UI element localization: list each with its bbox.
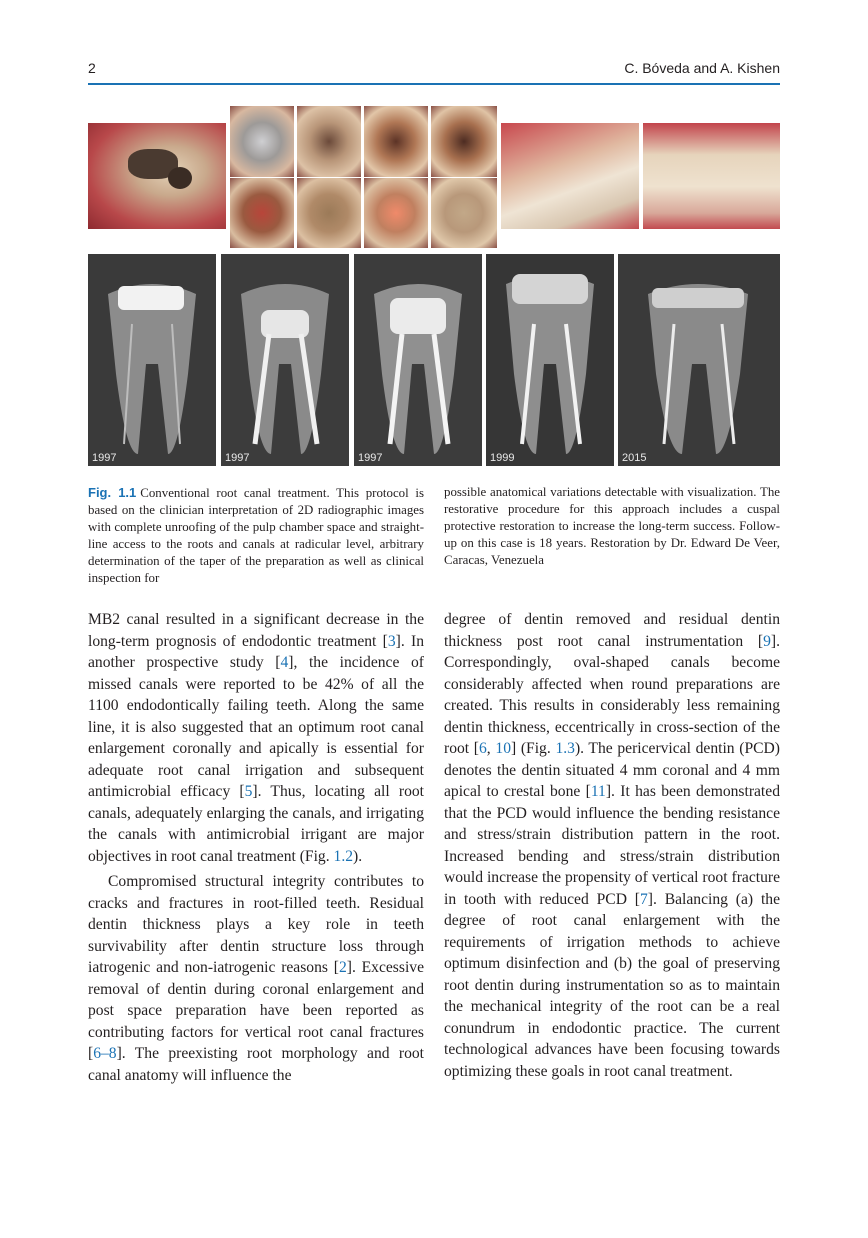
figure-caption-left xyxy=(88,484,424,588)
occlusal-photo-3 xyxy=(364,106,428,177)
citation-link[interactable]: 4 xyxy=(280,654,289,671)
radiograph-3 xyxy=(354,254,482,466)
citation-link[interactable]: 6–8 xyxy=(93,1045,117,1062)
occlusal-photo-8 xyxy=(431,178,497,248)
running-header xyxy=(88,58,780,84)
caption-text-1: Conventional root canal treatment. This protocol is based on the clinician interpretation of 2D radiographic images with complete unroofing of the pulp chamber space and straight-line access to the roots and canals at radicular level, arbitrary determination of the taper of the preparation as well as clinical inspection for xyxy=(88,486,424,586)
radiograph-1 xyxy=(88,254,216,466)
clinical-photo-restoration-side xyxy=(501,123,639,229)
figure-label: Fig. 1.1 xyxy=(88,485,137,500)
radiograph-5 xyxy=(618,254,780,466)
figure-caption-right xyxy=(444,484,780,569)
citation-link[interactable]: 11 xyxy=(590,783,606,800)
figure-link[interactable]: 1.3 xyxy=(555,740,575,757)
clinical-photo-restoration-front xyxy=(643,123,780,229)
body-column-left xyxy=(88,609,424,1086)
radiograph-year: 1999 xyxy=(490,452,515,464)
radiograph-year: 1997 xyxy=(92,452,117,464)
radiograph-2 xyxy=(221,254,349,466)
occlusal-photo-4 xyxy=(431,106,497,177)
occlusal-photo-5 xyxy=(230,178,294,248)
occlusal-photo-6 xyxy=(297,178,361,248)
citation-link[interactable]: 6 xyxy=(479,740,487,757)
radiograph-4 xyxy=(486,254,614,466)
radiograph-year: 1997 xyxy=(358,452,383,464)
occlusal-photo-2 xyxy=(297,106,361,177)
citation-link[interactable]: 7 xyxy=(640,890,648,908)
page-number: 2 xyxy=(88,60,96,76)
figure-link[interactable]: 1.2 xyxy=(333,847,354,865)
occlusal-photo-1 xyxy=(230,106,294,177)
radiograph-year: 2015 xyxy=(622,452,647,464)
citation-link[interactable]: 2 xyxy=(338,959,347,976)
citation-link[interactable]: 10 xyxy=(495,740,511,757)
paragraph: Compromised structural integrity contributes to cracks and fractures in root-filled teeth. Residual dentin thickness plays a key role in teeth survivability after dentin structure loss through iatrogenic and non-iatrogenic reasons [2]. Excessive removal of dentin during coronal enlargement and post space preparation have been reported as contributing factors for vertical root canal fractures [6–8]. The preexisting root morphology and root canal anatomy will influence the xyxy=(88,873,424,1084)
citation-link[interactable]: 9 xyxy=(763,632,771,650)
caption-text-2: possible anatomical variations detectable with visualization. The restorative procedure for this approach includes a cuspal protective restoration to increase the long-term success. Follow-up on this case is 18 years. Restoration by Dr. Edward De Veer, Caracas, Venezuela xyxy=(444,485,780,568)
paragraph: degree of dentin removed and residual dentin thickness post root canal instrumentation [9]. Correspondingly, oval-shaped canals become considerably affected when round preparations are created. This results in considerably less remaining dentin thickness, eccentrically in cross-section of the root [6, 10] (Fig. 1.3). The pericervical dentin (PCD) denotes the dentin situated 4 mm coronal and 4 mm apical to crestal bone [11]. It has been demonstrated that the PCD would influence the bending resistance and stress/strain distribution pattern in the root. Increased bending and stress/strain distribution would increase the propensity of vertical root fracture in tooth with reduced PCD [7]. Balancing (a) the degree of root canal enlargement with the requirements of irrigation methods to achieve optimum disinfection and (b) the goal of preserving root dentin during instrumentation so as to maintain the mechanical integrity of the root can be a real conundrum in endodontic practice. The current technological advances have been focusing towards optimizing these goals in root canal treatment. xyxy=(444,611,780,1080)
citation-link[interactable]: 5 xyxy=(244,783,253,800)
header-rule xyxy=(88,83,780,85)
paragraph: MB2 canal resulted in a significant decrease in the long-term prognosis of endodontic treatment [3]. In another prospective study [4], the incidence of missed canals were reported to be 42% of all the 1100 endodontically failing teeth. Along the same line, it is also suggested that an optimum root canal enlargement coronally and apically is essential for adequate root canal irrigation and subsequent antimicrobial efficacy [5]. Thus, locating all root canals, adequately enlarging the canals, and irrigating the canals with antimicrobial irrigant are major objectives in root canal treatment (Fig. 1.2). xyxy=(88,611,425,865)
clinical-photo-preop xyxy=(88,123,226,229)
occlusal-photo-7 xyxy=(364,178,428,248)
citation-link[interactable]: 3 xyxy=(387,632,396,650)
radiograph-year: 1997 xyxy=(225,452,250,464)
running-head-authors: C. Bóveda and A. Kishen xyxy=(624,60,780,76)
body-column-right xyxy=(444,609,780,1082)
